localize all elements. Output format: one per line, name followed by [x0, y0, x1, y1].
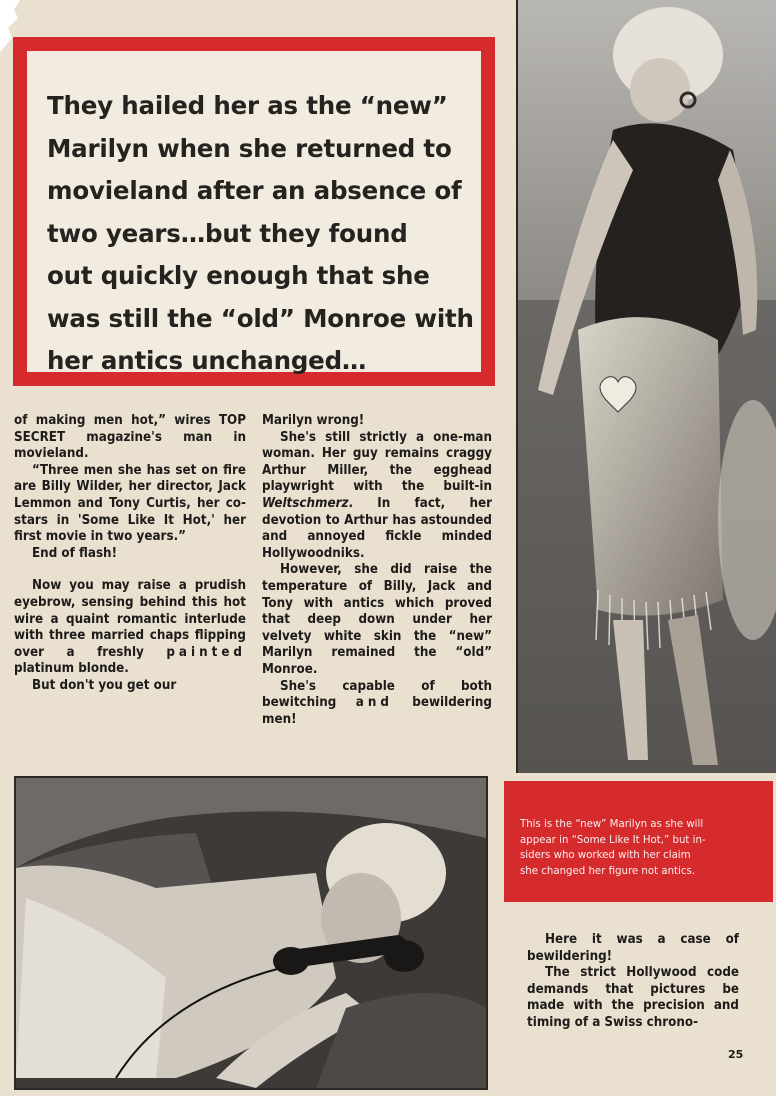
- caption-line: she changed her figure not antics.: [520, 865, 696, 877]
- photo-fringe-dress: [516, 0, 776, 773]
- italic-text-run: Weltschmerz: [262, 495, 349, 511]
- page-number: 25: [728, 1048, 744, 1061]
- paragraph: End of flash!: [32, 545, 118, 561]
- paragraph: Here it was a case of bewildering!: [527, 932, 739, 964]
- paragraph: “Three men she has set on fire are Billy Wilder, her director, Jack Lemmon and Tony Curtis, her co-stars in 'Some Like It Hot,' her first movie in two years.”: [14, 462, 246, 545]
- photo-telephone: [14, 776, 488, 1090]
- text-run: platinum blonde.: [14, 661, 129, 677]
- paragraph: However, she did raise the temperature of Billy, Jack and Tony with antics which proved that deep down under her velvety white skin the “new” Marilyn remained the “old” Monroe.: [262, 562, 492, 677]
- paragraph: [14, 578, 246, 678]
- paragraph: But don't you get our: [32, 677, 177, 693]
- text-run: bewildering men!: [262, 695, 492, 727]
- pull-quote-line: her antics unchanged…: [47, 346, 367, 375]
- pull-quote-box: [13, 37, 495, 386]
- text-run: She's capable of both bewitching: [262, 678, 492, 711]
- pull-quote-line: was still the “old” Monroe with: [47, 303, 474, 333]
- paragraph: Marilyn wrong!: [262, 413, 365, 428]
- text-run: Now you may raise a prudish eyebrow, sensing behind this hot wire a quaint romantic interlude with three married chaps flipping over a freshly: [14, 578, 246, 660]
- text-run: She's still strictly a one-man woman. Her guy remains craggy Arthur Miller, the egghead playwright with the built-in: [262, 429, 492, 495]
- pull-quote-line: They hailed her as the “new”: [47, 91, 448, 120]
- caption-line: appear in “Some Like It Hot,” but in-: [520, 834, 706, 846]
- pull-quote-inner: [27, 51, 481, 375]
- photo-telephone-image: [16, 778, 486, 1088]
- article-column-left: [14, 413, 246, 695]
- spaced-text-run: painted: [166, 644, 246, 660]
- paragraph: The strict Hollywood code demands that pictures be made with the precision and timing of a Swiss chrono-: [527, 965, 739, 1030]
- photo-fringe-dress-image: [518, 0, 776, 773]
- text-run: . In fact, her devotion to Arthur has astounded and annoyed fickle minded Hollywoodniks.: [262, 495, 492, 561]
- paragraph: of making men hot,” wires TOP SECRET magazine's man in movieland.: [14, 413, 246, 462]
- pull-quote-line: movieland after an absence of: [47, 176, 462, 205]
- article-column-right: [527, 932, 739, 1032]
- photo-caption: [504, 781, 773, 902]
- paragraph: [262, 679, 492, 729]
- caption-line: siders who worked with her claim: [520, 850, 691, 862]
- pull-quote-line: out quickly enough that she: [47, 261, 430, 290]
- pull-quote-line: two years…but they found: [47, 218, 408, 248]
- pull-quote-line: Marilyn when she returned to: [47, 133, 452, 163]
- caption-line: This is the “new” Marilyn as she will: [520, 819, 704, 830]
- paragraph: [262, 430, 492, 563]
- spaced-text-run: and: [355, 695, 393, 711]
- article-column-middle: [262, 413, 492, 728]
